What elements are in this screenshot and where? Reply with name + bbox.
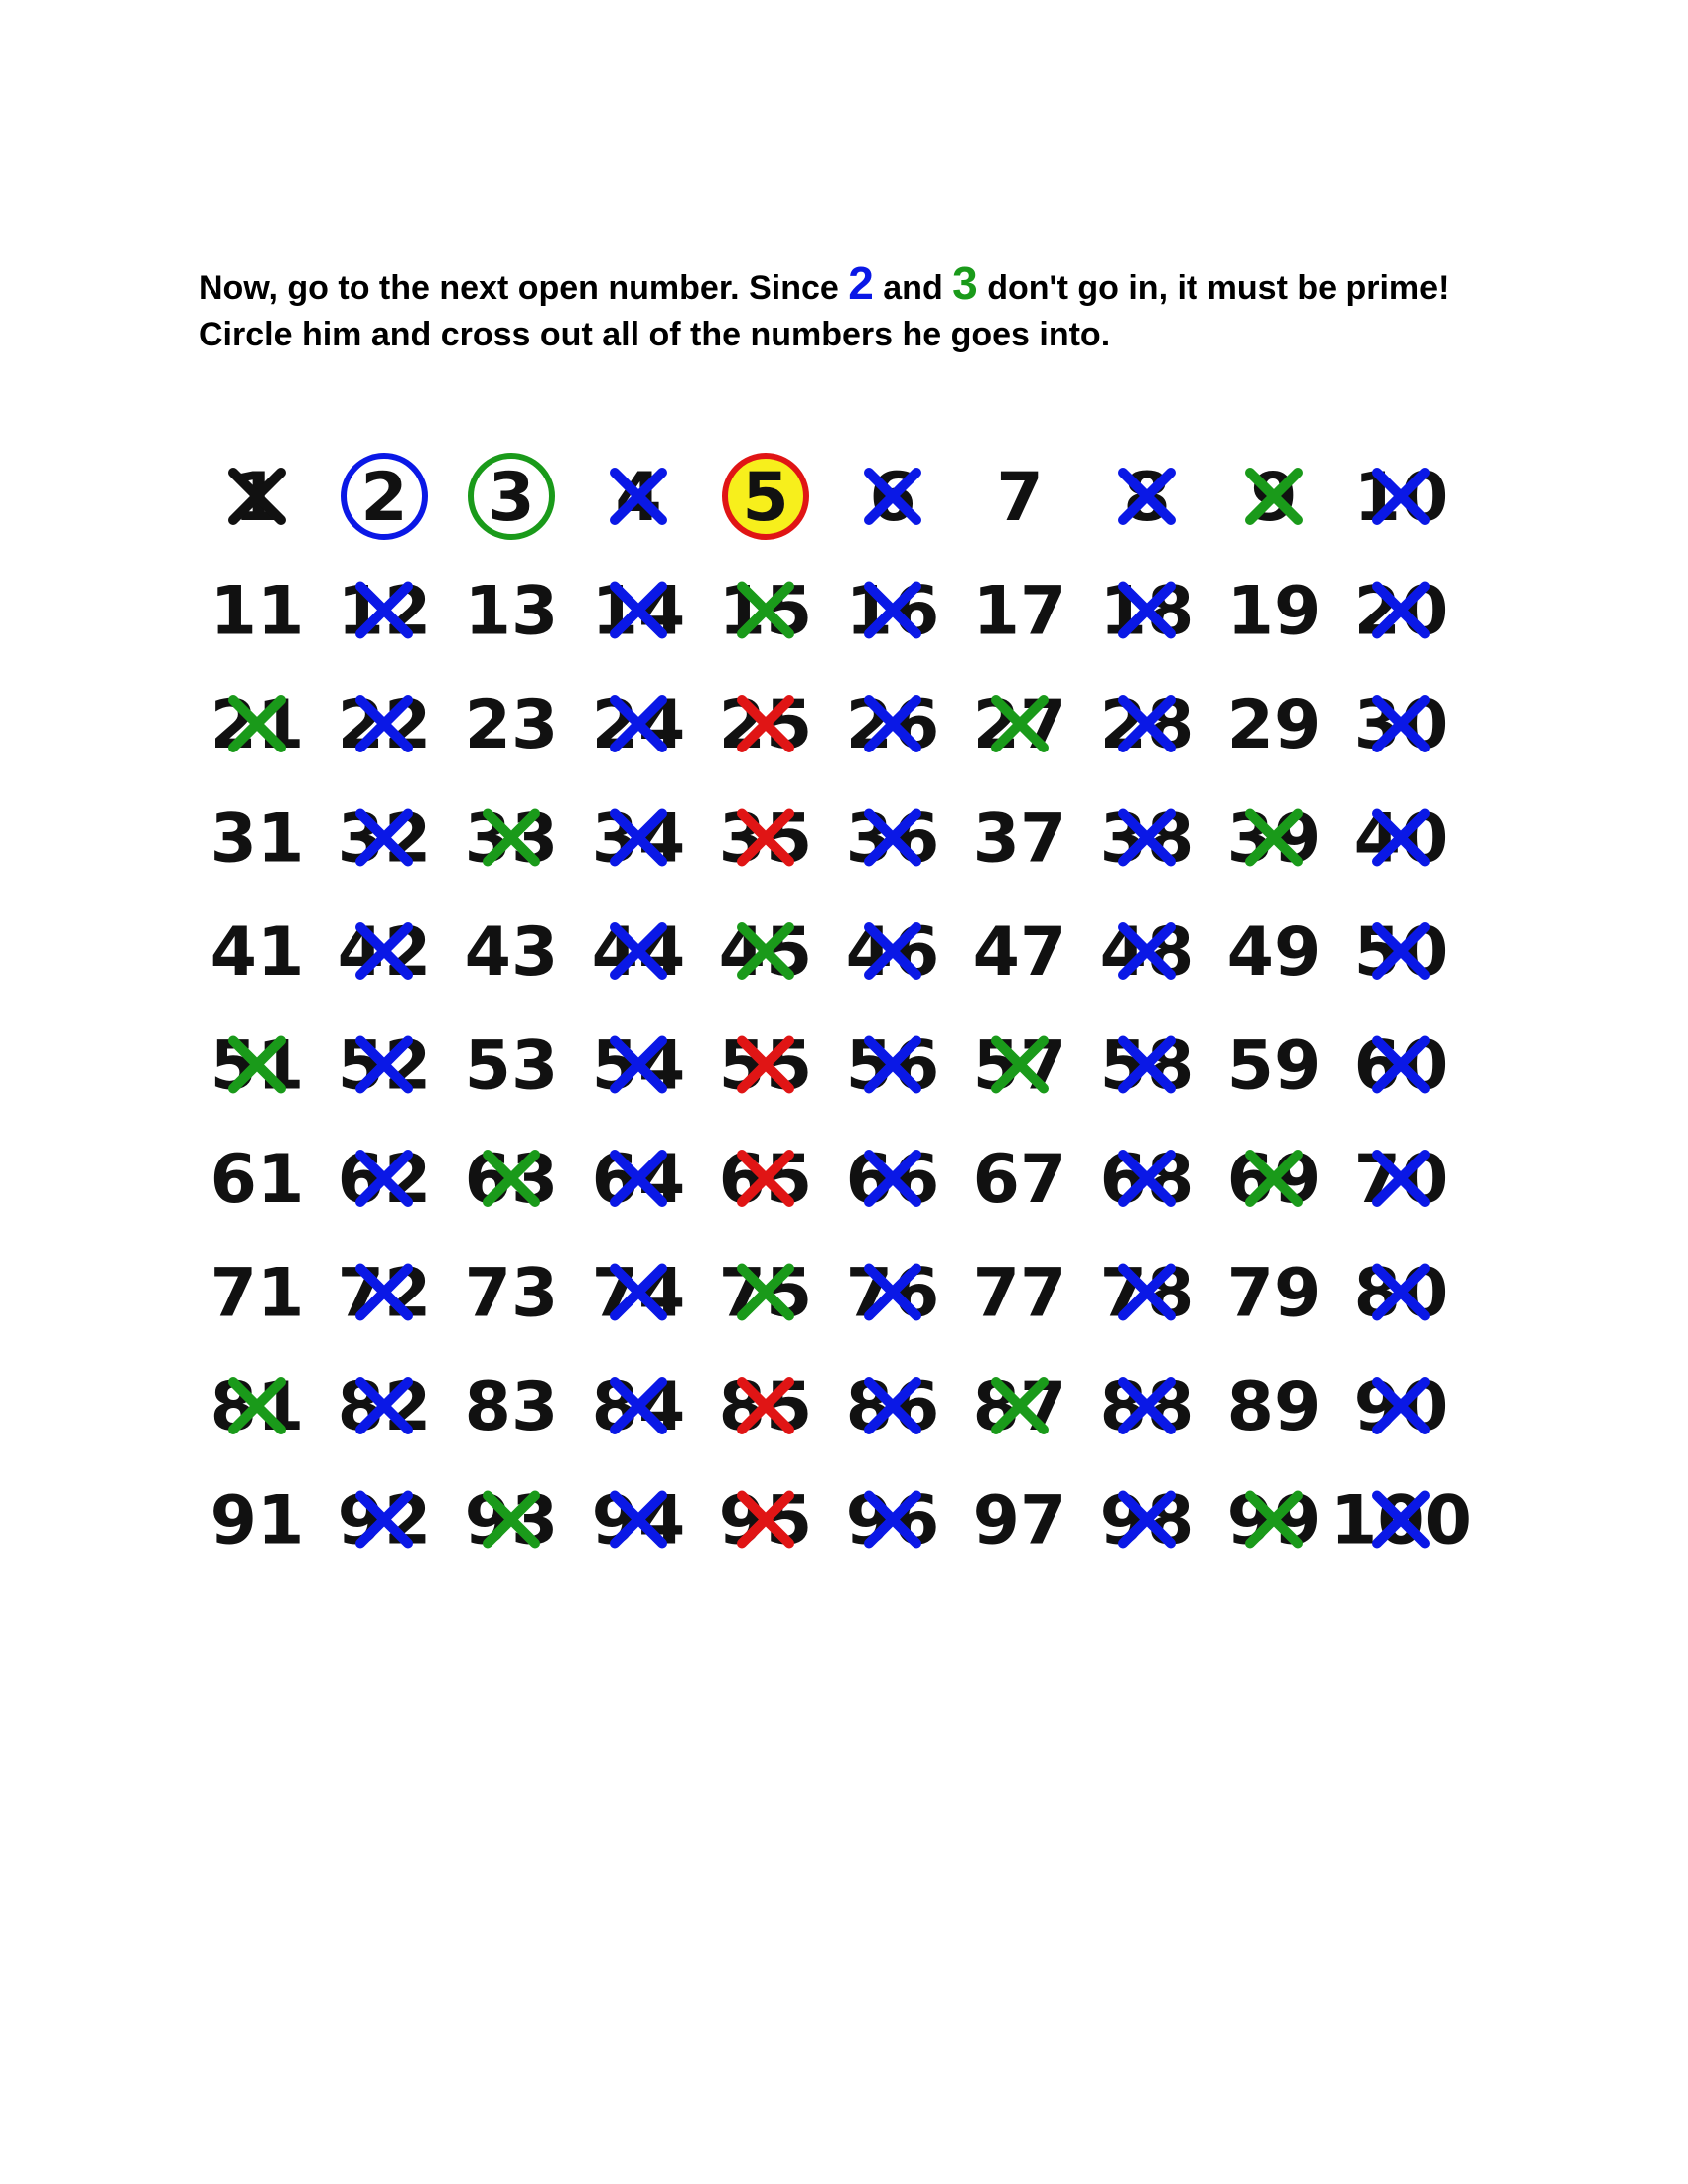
- number-label-61: 61: [210, 1141, 305, 1219]
- number-cell-1: [233, 459, 281, 537]
- number-cell-32: [338, 800, 432, 879]
- number-cell-15: [719, 573, 813, 651]
- number-label-13: 13: [464, 572, 559, 651]
- number-cell-7: [996, 459, 1043, 537]
- number-cell-59: [1227, 1027, 1322, 1106]
- number-label-32: 32: [337, 799, 432, 879]
- number-cell-34: [592, 800, 686, 879]
- number-label-25: 25: [718, 686, 813, 764]
- number-cell-47: [973, 913, 1067, 992]
- number-label-67: 67: [972, 1141, 1067, 1219]
- number-cell-2: [344, 456, 425, 537]
- number-label-31: 31: [210, 799, 305, 879]
- number-cell-53: [465, 1027, 559, 1106]
- number-label-78: 78: [1099, 1254, 1195, 1333]
- number-cell-69: [1227, 1141, 1322, 1219]
- number-label-94: 94: [591, 1481, 686, 1561]
- number-label-3: 3: [488, 459, 535, 537]
- number-cell-17: [973, 573, 1067, 651]
- number-label-24: 24: [591, 686, 686, 764]
- number-cell-25: [719, 686, 813, 764]
- number-cell-20: [1354, 573, 1449, 651]
- number-cell-46: [846, 913, 940, 992]
- number-label-9: 9: [1250, 459, 1298, 537]
- number-label-20: 20: [1353, 572, 1449, 651]
- number-cell-42: [338, 913, 432, 992]
- number-label-7: 7: [996, 459, 1044, 537]
- number-cell-74: [592, 1255, 686, 1333]
- number-label-69: 69: [1226, 1141, 1322, 1219]
- number-cell-68: [1100, 1141, 1195, 1219]
- number-label-88: 88: [1099, 1368, 1195, 1446]
- number-cell-52: [338, 1027, 432, 1106]
- number-cell-75: [719, 1255, 813, 1333]
- number-cell-48: [1100, 913, 1195, 992]
- number-label-93: 93: [464, 1481, 559, 1561]
- number-cell-92: [338, 1482, 432, 1561]
- number-cell-63: [465, 1141, 559, 1219]
- number-label-43: 43: [464, 913, 559, 992]
- number-cell-8: [1123, 459, 1171, 537]
- number-label-56: 56: [845, 1026, 940, 1106]
- number-label-82: 82: [337, 1368, 432, 1446]
- number-label-62: 62: [337, 1141, 432, 1219]
- number-cell-30: [1354, 686, 1449, 764]
- number-label-72: 72: [337, 1254, 432, 1333]
- number-cell-6: [869, 459, 916, 537]
- number-label-71: 71: [210, 1254, 305, 1333]
- number-label-19: 19: [1226, 572, 1322, 651]
- number-label-79: 79: [1226, 1254, 1322, 1333]
- number-cell-56: [846, 1027, 940, 1106]
- number-cell-91: [211, 1482, 305, 1561]
- number-label-10: 10: [1353, 459, 1449, 537]
- number-label-90: 90: [1353, 1368, 1449, 1446]
- number-label-46: 46: [845, 913, 940, 992]
- number-label-97: 97: [972, 1481, 1067, 1561]
- number-cell-49: [1227, 913, 1322, 992]
- number-label-65: 65: [718, 1141, 813, 1219]
- number-label-52: 52: [337, 1026, 432, 1106]
- number-cell-51: [211, 1027, 305, 1106]
- number-cell-97: [973, 1482, 1067, 1561]
- number-cell-87: [973, 1368, 1067, 1446]
- number-label-57: 57: [972, 1026, 1067, 1106]
- number-cell-55: [719, 1027, 813, 1106]
- number-cell-57: [973, 1027, 1067, 1106]
- instructions-part2: and: [873, 269, 953, 307]
- number-cell-35: [719, 800, 813, 879]
- number-cell-26: [846, 686, 940, 764]
- number-label-96: 96: [845, 1481, 940, 1561]
- number-cell-60: [1354, 1027, 1449, 1106]
- number-cell-37: [973, 800, 1067, 879]
- number-label-49: 49: [1226, 913, 1322, 992]
- number-label-68: 68: [1099, 1141, 1195, 1219]
- number-label-38: 38: [1099, 799, 1195, 879]
- number-label-39: 39: [1226, 799, 1322, 879]
- number-cell-81: [211, 1368, 305, 1446]
- number-cell-18: [1100, 573, 1195, 651]
- number-label-98: 98: [1099, 1481, 1195, 1561]
- number-cell-82: [338, 1368, 432, 1446]
- number-cell-77: [973, 1255, 1067, 1333]
- number-label-55: 55: [718, 1026, 813, 1106]
- number-cell-76: [846, 1255, 940, 1333]
- number-cell-99: [1227, 1482, 1322, 1561]
- number-cell-39: [1227, 800, 1322, 879]
- number-cell-95: [719, 1482, 813, 1561]
- number-label-70: 70: [1353, 1141, 1449, 1219]
- number-label-86: 86: [845, 1368, 940, 1446]
- number-label-51: 51: [210, 1026, 305, 1106]
- number-cell-4: [615, 459, 662, 537]
- number-label-29: 29: [1226, 686, 1322, 764]
- number-cell-64: [592, 1141, 686, 1219]
- number-cell-50: [1354, 913, 1449, 992]
- number-cell-22: [338, 686, 432, 764]
- number-cell-72: [338, 1255, 432, 1333]
- number-label-4: 4: [615, 459, 662, 537]
- number-cell-13: [465, 573, 559, 651]
- number-label-48: 48: [1099, 913, 1195, 992]
- number-label-64: 64: [591, 1141, 686, 1219]
- number-label-42: 42: [337, 913, 432, 992]
- number-label-80: 80: [1353, 1254, 1449, 1333]
- number-label-30: 30: [1353, 686, 1449, 764]
- number-label-11: 11: [210, 572, 305, 651]
- number-cell-79: [1227, 1255, 1322, 1333]
- number-cell-66: [846, 1141, 940, 1219]
- number-label-8: 8: [1123, 459, 1171, 537]
- number-label-36: 36: [845, 799, 940, 879]
- number-label-16: 16: [845, 572, 940, 651]
- number-cell-9: [1250, 459, 1298, 537]
- number-label-77: 77: [972, 1254, 1067, 1333]
- number-label-84: 84: [591, 1368, 686, 1446]
- number-cell-28: [1100, 686, 1195, 764]
- number-cell-89: [1227, 1368, 1322, 1446]
- number-cell-88: [1100, 1368, 1195, 1446]
- number-cell-83: [465, 1368, 559, 1446]
- number-label-85: 85: [718, 1368, 813, 1446]
- number-cell-94: [592, 1482, 686, 1561]
- number-label-75: 75: [718, 1254, 813, 1333]
- number-label-74: 74: [591, 1254, 686, 1333]
- highlight-number-3: 3: [952, 257, 978, 309]
- number-cell-96: [846, 1482, 940, 1561]
- number-cell-65: [719, 1141, 813, 1219]
- number-label-40: 40: [1353, 799, 1449, 879]
- number-cell-67: [973, 1141, 1067, 1219]
- number-label-15: 15: [718, 572, 813, 651]
- number-label-44: 44: [591, 913, 686, 992]
- number-cell-33: [465, 800, 559, 879]
- number-cell-29: [1227, 686, 1322, 764]
- number-label-34: 34: [591, 799, 686, 879]
- number-label-54: 54: [591, 1026, 686, 1106]
- number-label-53: 53: [464, 1026, 559, 1106]
- number-label-81: 81: [210, 1368, 305, 1446]
- number-label-1: 1: [233, 459, 281, 537]
- number-cell-71: [211, 1255, 305, 1333]
- number-label-41: 41: [210, 913, 305, 992]
- number-cell-84: [592, 1368, 686, 1446]
- number-label-95: 95: [718, 1481, 813, 1561]
- number-cell-61: [211, 1141, 305, 1219]
- number-cell-85: [719, 1368, 813, 1446]
- number-cell-31: [211, 800, 305, 879]
- number-label-23: 23: [464, 686, 559, 764]
- number-cell-10: [1354, 459, 1449, 537]
- number-cell-98: [1100, 1482, 1195, 1561]
- number-label-35: 35: [718, 799, 813, 879]
- number-cell-86: [846, 1368, 940, 1446]
- number-label-91: 91: [210, 1481, 305, 1561]
- number-label-47: 47: [972, 913, 1067, 992]
- number-cell-16: [846, 573, 940, 651]
- number-cell-93: [465, 1482, 559, 1561]
- number-label-37: 37: [972, 799, 1067, 879]
- number-cell-45: [719, 913, 813, 992]
- number-label-99: 99: [1226, 1481, 1322, 1561]
- highlight-number-2: 2: [848, 257, 874, 309]
- number-cell-27: [973, 686, 1067, 764]
- number-cell-12: [338, 573, 432, 651]
- number-label-2: 2: [360, 459, 408, 537]
- number-label-73: 73: [464, 1254, 559, 1333]
- number-label-60: 60: [1353, 1026, 1449, 1106]
- number-label-28: 28: [1099, 686, 1195, 764]
- number-cell-21: [211, 686, 305, 764]
- number-cell-24: [592, 686, 686, 764]
- number-label-89: 89: [1226, 1368, 1322, 1446]
- number-cell-3: [471, 456, 552, 537]
- number-label-12: 12: [337, 572, 432, 651]
- number-label-21: 21: [210, 686, 305, 764]
- number-label-66: 66: [845, 1141, 940, 1219]
- number-cell-23: [465, 686, 559, 764]
- number-label-33: 33: [464, 799, 559, 879]
- number-label-5: 5: [742, 459, 789, 537]
- number-label-92: 92: [337, 1481, 432, 1561]
- number-label-45: 45: [718, 913, 813, 992]
- number-label-6: 6: [869, 459, 916, 537]
- number-cell-38: [1100, 800, 1195, 879]
- number-cell-11: [211, 573, 305, 651]
- number-label-14: 14: [591, 572, 686, 651]
- number-label-100: 100: [1331, 1481, 1472, 1561]
- number-cell-54: [592, 1027, 686, 1106]
- number-cell-100: [1331, 1482, 1472, 1561]
- number-label-59: 59: [1226, 1026, 1322, 1106]
- instructions-part1: Now, go to the next open number. Since: [199, 269, 849, 307]
- number-cell-19: [1227, 573, 1322, 651]
- number-label-22: 22: [337, 686, 432, 764]
- number-cell-41: [211, 913, 305, 992]
- number-label-17: 17: [972, 572, 1067, 651]
- number-cell-70: [1354, 1141, 1449, 1219]
- number-cell-36: [846, 800, 940, 879]
- number-cell-90: [1354, 1368, 1449, 1446]
- number-cell-44: [592, 913, 686, 992]
- number-cell-73: [465, 1255, 559, 1333]
- number-cell-58: [1100, 1027, 1195, 1106]
- number-cell-5: [725, 456, 806, 537]
- number-cell-78: [1100, 1255, 1195, 1333]
- number-label-26: 26: [845, 686, 940, 764]
- number-cell-40: [1354, 800, 1449, 879]
- number-cell-43: [465, 913, 559, 992]
- number-label-76: 76: [845, 1254, 940, 1333]
- number-label-50: 50: [1353, 913, 1449, 992]
- number-label-83: 83: [464, 1368, 559, 1446]
- instructions-part3: don't go in, it must be prime! Circle him and cross out all of the numbers he goes into.: [199, 269, 1450, 353]
- number-label-27: 27: [972, 686, 1067, 764]
- number-cell-80: [1354, 1255, 1449, 1333]
- number-label-58: 58: [1099, 1026, 1195, 1106]
- number-label-63: 63: [464, 1141, 559, 1219]
- number-cell-62: [338, 1141, 432, 1219]
- number-label-87: 87: [972, 1368, 1067, 1446]
- number-cell-14: [592, 573, 686, 651]
- number-label-18: 18: [1099, 572, 1195, 651]
